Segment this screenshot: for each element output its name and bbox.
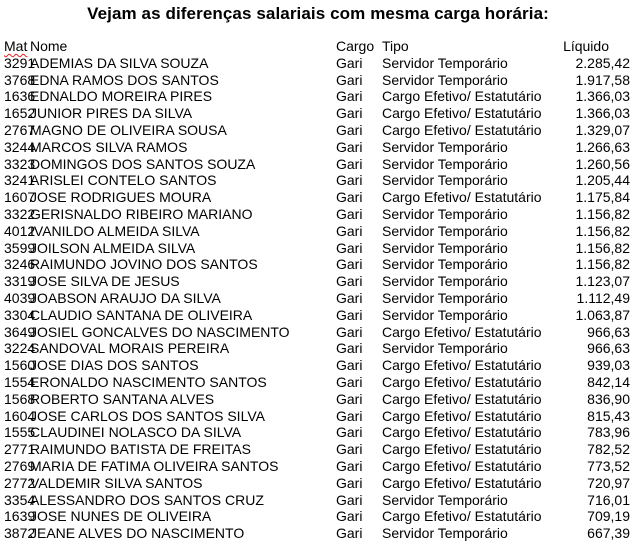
cell-liquido: 716,01 (587, 491, 630, 508)
cell-mat: 1604 (4, 407, 36, 424)
cell-liquido: 2.285,42 (575, 54, 630, 71)
table-row (4, 189, 632, 206)
cell-liquido: 1.156,82 (575, 205, 630, 222)
cell-liquido: 667,39 (587, 525, 630, 542)
cell-cargo: Gari (336, 357, 363, 374)
page-title: Vejam as diferenças salariais com mesma carga horária: (87, 4, 549, 23)
cell-cargo: Gari (336, 155, 363, 172)
cell-mat: 2769 (4, 457, 36, 474)
cell-nome: VALDEMIR SILVA SANTOS (30, 474, 203, 491)
table-row (4, 172, 632, 189)
cell-cargo: Gari (336, 256, 363, 273)
cell-mat: 3323 (4, 155, 36, 172)
cell-nome: EDNALDO MOREIRA PIRES (30, 88, 213, 105)
cell-mat: 2771 (4, 441, 36, 458)
cell-mat: 4012 (4, 222, 36, 239)
cell-mat: 3872 (4, 525, 36, 542)
table-row (4, 139, 632, 156)
cell-mat: 1568 (4, 390, 36, 407)
cell-cargo: Gari (336, 407, 363, 424)
cell-mat: 1554 (4, 373, 36, 390)
cell-liquido: 1.063,87 (575, 306, 630, 323)
header-liquido: Líquido (563, 38, 609, 54)
cell-tipo: Cargo Efetivo/ Estatutário (382, 121, 542, 138)
cell-tipo: Cargo Efetivo/ Estatutário (382, 457, 542, 474)
cell-mat: 3319 (4, 273, 36, 290)
cell-liquido: 782,52 (587, 441, 630, 458)
cell-cargo: Gari (336, 323, 363, 340)
cell-tipo: Servidor Temporário (382, 256, 508, 273)
cell-cargo: Gari (336, 138, 363, 155)
cell-mat: 3246 (4, 256, 36, 273)
cell-liquido: 1.156,82 (575, 239, 630, 256)
cell-tipo: Cargo Efetivo/ Estatutário (382, 189, 542, 206)
cell-mat: 1639 (4, 508, 36, 525)
table-header-row (4, 38, 632, 55)
cell-cargo: Gari (336, 306, 363, 323)
cell-nome: ARISLEI CONTELO SANTOS (30, 172, 217, 189)
cell-liquido: 939,03 (587, 357, 630, 374)
cell-mat: 3244 (4, 138, 36, 155)
cell-nome: JOSE RODRIGUES MOURA (30, 189, 212, 206)
cell-mat: 3599 (4, 239, 36, 256)
cell-liquido: 1.266,63 (575, 138, 630, 155)
cell-mat: 3354 (4, 491, 36, 508)
cell-tipo: Servidor Temporário (382, 239, 508, 256)
cell-tipo: Servidor Temporário (382, 525, 508, 542)
cell-cargo: Gari (336, 222, 363, 239)
table-row (4, 72, 632, 89)
cell-liquido: 842,14 (587, 373, 630, 390)
cell-liquido: 1.366,03 (575, 88, 630, 105)
table-row (4, 340, 632, 357)
cell-cargo: Gari (336, 121, 363, 138)
cell-nome: JUNIOR PIRES DA SILVA (30, 105, 193, 122)
cell-liquido: 815,43 (587, 407, 630, 424)
cell-mat: 3768 (4, 71, 36, 88)
cell-liquido: 966,63 (587, 340, 630, 357)
cell-tipo: Servidor Temporário (382, 222, 508, 239)
cell-nome: JOSIEL GONCALVES DO NASCIMENTO (30, 323, 290, 340)
cell-cargo: Gari (336, 88, 363, 105)
cell-cargo: Gari (336, 71, 363, 88)
cell-tipo: Cargo Efetivo/ Estatutário (382, 373, 542, 390)
cell-cargo: Gari (336, 441, 363, 458)
cell-liquido: 1.329,07 (575, 121, 630, 138)
cell-liquido: 1.260,56 (575, 155, 630, 172)
table-row (4, 156, 632, 173)
cell-cargo: Gari (336, 390, 363, 407)
header-mat: Mat (4, 38, 28, 54)
cell-nome: GERISNALDO RIBEIRO MARIANO (30, 205, 253, 222)
cell-nome: ROBERTO SANTANA ALVES (30, 390, 215, 407)
cell-tipo: Cargo Efetivo/ Estatutário (382, 323, 542, 340)
cell-nome: RAIMUNDO JOVINO DOS SANTOS (30, 256, 258, 273)
table-row (4, 122, 632, 139)
cell-nome: ADEMIAS DA SILVA SOUZA (30, 54, 209, 71)
cell-cargo: Gari (336, 340, 363, 357)
cell-tipo: Servidor Temporário (382, 71, 508, 88)
cell-nome: MARCOS SILVA RAMOS (30, 138, 188, 155)
cell-mat: 2772 (4, 474, 36, 491)
cell-nome: RAIMUNDO BATISTA DE FREITAS (30, 441, 251, 458)
cell-liquido: 1.156,82 (575, 222, 630, 239)
cell-nome: IVANILDO ALMEIDA SILVA (30, 222, 200, 239)
cell-cargo: Gari (336, 205, 363, 222)
cell-nome: JOSE CARLOS DOS SANTOS SILVA (30, 407, 265, 424)
cell-mat: 1636 (4, 88, 36, 105)
cell-nome: SANDOVAL MORAIS PEREIRA (30, 340, 230, 357)
cell-tipo: Servidor Temporário (382, 155, 508, 172)
cell-liquido: 1.366,03 (575, 105, 630, 122)
cell-tipo: Cargo Efetivo/ Estatutário (382, 407, 542, 424)
cell-cargo: Gari (336, 508, 363, 525)
cell-mat: 1555 (4, 424, 36, 441)
table-row (4, 525, 632, 542)
cell-tipo: Cargo Efetivo/ Estatutário (382, 357, 542, 374)
cell-nome: JOSE DIAS DOS SANTOS (30, 357, 199, 374)
cell-nome: DOMINGOS DOS SANTOS SOUZA (30, 155, 256, 172)
header-nome: Nome (30, 38, 68, 54)
table-row (4, 105, 632, 122)
cell-tipo: Servidor Temporário (382, 205, 508, 222)
cell-cargo: Gari (336, 424, 363, 441)
cell-liquido: 1.112,49 (576, 289, 630, 306)
table-row (4, 240, 632, 257)
table-row (4, 55, 632, 72)
cell-tipo: Servidor Temporário (382, 138, 508, 155)
cell-liquido: 773,52 (587, 457, 630, 474)
salary-table (4, 38, 632, 542)
table-row (4, 374, 632, 391)
cell-cargo: Gari (336, 239, 363, 256)
cell-tipo: Servidor Temporário (382, 172, 508, 189)
cell-tipo: Cargo Efetivo/ Estatutário (382, 441, 542, 458)
cell-nome: JOSE SILVA DE JESUS (30, 273, 180, 290)
cell-tipo: Cargo Efetivo/ Estatutário (382, 88, 542, 105)
cell-cargo: Gari (336, 525, 363, 542)
cell-cargo: Gari (336, 189, 363, 206)
cell-cargo: Gari (336, 491, 363, 508)
header-tipo: Tipo (382, 38, 409, 54)
cell-mat: 3241 (4, 172, 36, 189)
cell-nome: JOILSON ALMEIDA SILVA (30, 239, 196, 256)
cell-mat: 3224 (4, 340, 36, 357)
table-row (4, 492, 632, 509)
table-row (4, 307, 632, 324)
table-row (4, 206, 632, 223)
cell-liquido: 1.156,82 (575, 256, 630, 273)
cell-cargo: Gari (336, 474, 363, 491)
cell-liquido: 1.917,58 (575, 71, 630, 88)
cell-tipo: Cargo Efetivo/ Estatutário (382, 390, 542, 407)
cell-liquido: 1.205,44 (575, 172, 630, 189)
cell-liquido: 966,63 (587, 323, 630, 340)
cell-mat: 2767 (4, 121, 36, 138)
cell-cargo: Gari (336, 54, 363, 71)
cell-tipo: Servidor Temporário (382, 289, 508, 306)
cell-tipo: Cargo Efetivo/ Estatutário (382, 474, 542, 491)
cell-mat: 3304 (4, 306, 36, 323)
cell-mat: 1560 (4, 357, 36, 374)
table-row (4, 88, 632, 105)
table-row (4, 391, 632, 408)
table-row (4, 290, 632, 307)
cell-nome: MARIA DE FATIMA OLIVEIRA SANTOS (30, 457, 279, 474)
cell-cargo: Gari (336, 373, 363, 390)
cell-mat: 3649 (4, 323, 36, 340)
table-body (4, 55, 632, 542)
cell-tipo: Servidor Temporário (382, 54, 508, 71)
cell-mat: 1607 (4, 189, 36, 206)
cell-mat: 1652 (4, 105, 36, 122)
table-row (4, 441, 632, 458)
table-row (4, 273, 632, 290)
cell-liquido: 836,90 (587, 390, 630, 407)
cell-nome: EDNA RAMOS DOS SANTOS (30, 71, 219, 88)
cell-tipo: Servidor Temporário (382, 306, 508, 323)
cell-nome: ALESSANDRO DOS SANTOS CRUZ (30, 491, 264, 508)
cell-mat: 3291 (4, 54, 36, 71)
cell-nome: JOSE NUNES DE OLIVEIRA (30, 508, 212, 525)
table-row (4, 256, 632, 273)
table-row (4, 223, 632, 240)
cell-cargo: Gari (336, 289, 363, 306)
table-row (4, 475, 632, 492)
cell-liquido: 1.123,07 (575, 273, 630, 290)
cell-liquido: 709,19 (587, 508, 630, 525)
cell-tipo: Servidor Temporário (382, 340, 508, 357)
table-row (4, 508, 632, 525)
cell-nome: CLAUDIO SANTANA DE OLIVEIRA (30, 306, 253, 323)
table-row (4, 424, 632, 441)
cell-tipo: Servidor Temporário (382, 273, 508, 290)
cell-mat: 3322 (4, 205, 36, 222)
table-row (4, 408, 632, 425)
cell-nome: MAGNO DE OLIVEIRA SOUSA (30, 121, 227, 138)
header-cargo: Cargo (336, 38, 375, 54)
cell-mat: 4039 (4, 289, 36, 306)
cell-nome: JEANE ALVES DO NASCIMENTO (30, 525, 245, 542)
cell-tipo: Servidor Temporário (382, 491, 508, 508)
table-row (4, 458, 632, 475)
cell-nome: CLAUDINEI NOLASCO DA SILVA (30, 424, 242, 441)
cell-cargo: Gari (336, 172, 363, 189)
cell-nome: ERONALDO NASCIMENTO SANTOS (30, 373, 267, 390)
cell-nome: JOABSON ARAUJO DA SILVA (30, 289, 221, 306)
cell-tipo: Cargo Efetivo/ Estatutário (382, 508, 542, 525)
cell-cargo: Gari (336, 105, 363, 122)
cell-liquido: 783,96 (587, 424, 630, 441)
cell-tipo: Cargo Efetivo/ Estatutário (382, 105, 542, 122)
cell-tipo: Cargo Efetivo/ Estatutário (382, 424, 542, 441)
cell-cargo: Gari (336, 457, 363, 474)
table-row (4, 357, 632, 374)
cell-liquido: 1.175,84 (575, 189, 630, 206)
cell-cargo: Gari (336, 273, 363, 290)
table-row (4, 324, 632, 341)
cell-liquido: 720,97 (587, 474, 630, 491)
